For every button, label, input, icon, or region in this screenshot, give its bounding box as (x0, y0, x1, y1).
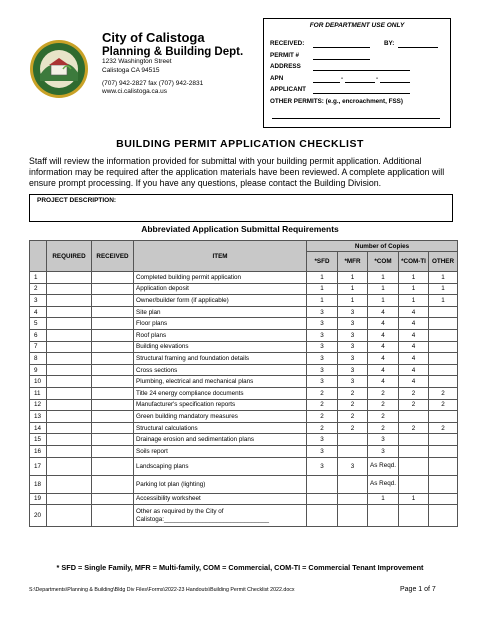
table-row (30, 376, 458, 388)
project-description-label: PROJECT DESCRIPTION: (37, 197, 117, 204)
other-cell (429, 493, 458, 505)
other-cell: 2 (429, 422, 458, 434)
table-row (30, 341, 458, 353)
num-header (30, 241, 47, 272)
table-row (30, 387, 458, 399)
required-cell[interactable] (47, 475, 92, 493)
comti-cell: 2 (399, 387, 429, 399)
row-number: 10 (30, 376, 47, 388)
item-cell: Structural framing and foundation details (134, 353, 307, 365)
mfr-cell (338, 505, 368, 527)
item-cell: Building elevations (134, 341, 307, 353)
sfd-cell: 3 (307, 445, 338, 457)
apn-field-3[interactable] (380, 82, 410, 83)
sfd-cell: 3 (307, 306, 338, 318)
item-cell: Completed building permit application (134, 272, 307, 284)
mfr-cell: 1 (338, 283, 368, 295)
header-row-1 (30, 241, 458, 252)
row-number: 12 (30, 399, 47, 411)
comti-cell (399, 434, 429, 446)
file-path: S:\Departments\Planning & Building\Bldg Div Files\Forms\2022-23 Handouts\Building Permit Checklist 2022.docx (29, 587, 295, 593)
received-cell[interactable] (92, 306, 134, 318)
comti-cell: 1 (399, 295, 429, 307)
item-cell: Structural calculations (134, 422, 307, 434)
row-number: 18 (30, 475, 47, 493)
other-cell (429, 306, 458, 318)
other-cell: 2 (429, 399, 458, 411)
permit-field[interactable] (313, 59, 370, 60)
address-field[interactable] (313, 70, 410, 71)
received-cell[interactable] (92, 376, 134, 388)
com-cell: 2 (368, 387, 399, 399)
com-cell: 1 (368, 493, 399, 505)
row-number: 13 (30, 411, 47, 423)
required-cell[interactable] (47, 283, 92, 295)
received-cell[interactable] (92, 295, 134, 307)
other-cell (429, 445, 458, 457)
comti-cell: 4 (399, 341, 429, 353)
com-cell: 4 (368, 376, 399, 388)
sfd-cell (307, 475, 338, 493)
sfd-cell (307, 505, 338, 527)
mfr-cell: 2 (338, 399, 368, 411)
required-cell[interactable] (47, 399, 92, 411)
other-cell (429, 364, 458, 376)
mfr-cell: 1 (338, 272, 368, 284)
received-cell[interactable] (92, 272, 134, 284)
mfr-cell (338, 434, 368, 446)
other-cell: 1 (429, 272, 458, 284)
other-cell (429, 505, 458, 527)
com-cell: As Reqd. (368, 475, 399, 493)
sfd-cell: 3 (307, 457, 338, 475)
mfr-cell: 3 (338, 364, 368, 376)
sfd-cell: 2 (307, 399, 338, 411)
required-cell[interactable] (47, 353, 92, 365)
other-permits-field[interactable] (272, 118, 440, 119)
comti-cell: 4 (399, 376, 429, 388)
item-header: ITEM (134, 241, 307, 272)
comti-cell (399, 411, 429, 423)
page-number: Page 1 of 7 (400, 586, 436, 593)
table-row (30, 411, 458, 423)
abbreviation-footnote: * SFD = Single Family, MFR = Multi-family, COM = Commercial, COM-TI = Commercial Tenant Improvement (56, 563, 424, 572)
by-field[interactable] (398, 47, 438, 48)
comti-header: *COM-TI (399, 252, 429, 272)
row-number: 1 (30, 272, 47, 284)
table-row (30, 505, 458, 527)
sfd-cell: 2 (307, 422, 338, 434)
item-cell: Other as required by the City of Calistoga:______________________________ (134, 505, 307, 527)
by-label: BY: (384, 40, 395, 47)
received-cell[interactable] (92, 411, 134, 423)
other-permits-label: OTHER PERMITS: (e.g., encroachment, FSS) (270, 98, 403, 105)
department-use-box (263, 18, 451, 128)
item-cell: Parking lot plan (lighting) (134, 475, 307, 493)
com-cell: 2 (368, 411, 399, 423)
comti-cell (399, 445, 429, 457)
mfr-cell: 3 (338, 457, 368, 475)
required-cell[interactable] (47, 493, 92, 505)
received-cell[interactable] (92, 422, 134, 434)
address-line1: 1232 Washington Street (102, 58, 172, 65)
comti-cell: 4 (399, 306, 429, 318)
other-cell (429, 341, 458, 353)
other-cell (429, 376, 458, 388)
required-cell[interactable] (47, 457, 92, 475)
item-cell: Green building mandatory measures (134, 411, 307, 423)
mfr-cell: 2 (338, 387, 368, 399)
department-use-title: FOR DEPARTMENT USE ONLY (309, 22, 405, 29)
com-cell: 4 (368, 306, 399, 318)
row-number: 2 (30, 283, 47, 295)
received-cell[interactable] (92, 505, 134, 527)
document-title: BUILDING PERMIT APPLICATION CHECKLIST (116, 138, 364, 150)
mfr-cell: 3 (338, 306, 368, 318)
comti-cell: 4 (399, 329, 429, 341)
apn-field-1[interactable] (313, 82, 340, 83)
comti-cell: 4 (399, 353, 429, 365)
com-cell: 3 (368, 445, 399, 457)
required-cell[interactable] (47, 376, 92, 388)
required-cell[interactable] (47, 445, 92, 457)
phone-fax: (707) 942-2827 fax (707) 942-2831 (102, 80, 204, 87)
sfd-cell (307, 493, 338, 505)
row-number: 16 (30, 445, 47, 457)
other-cell (429, 475, 458, 493)
table-row (30, 364, 458, 376)
received-cell[interactable] (92, 399, 134, 411)
com-header: *COM (368, 252, 399, 272)
item-cell: Soils report (134, 445, 307, 457)
mfr-cell: 3 (338, 341, 368, 353)
website-link[interactable]: www.ci.calistoga.ca.us (102, 88, 168, 95)
sfd-cell: 3 (307, 318, 338, 330)
com-cell: 4 (368, 318, 399, 330)
other-header: OTHER (429, 252, 458, 272)
table-row (30, 434, 458, 446)
table-row (30, 475, 458, 493)
required-cell[interactable] (47, 422, 92, 434)
sfd-cell: 3 (307, 341, 338, 353)
com-cell (368, 505, 399, 527)
item-cell: Title 24 energy compliance documents (134, 387, 307, 399)
item-cell: Owner/builder form (if applicable) (134, 295, 307, 307)
received-cell[interactable] (92, 387, 134, 399)
comti-cell: 2 (399, 422, 429, 434)
sfd-cell: 1 (307, 295, 338, 307)
mfr-cell: 1 (338, 295, 368, 307)
comti-cell: 1 (399, 283, 429, 295)
address-line2: Calistoga CA 94515 (102, 66, 160, 74)
com-cell: 2 (368, 422, 399, 434)
sfd-cell: 3 (307, 364, 338, 376)
table-row (30, 399, 458, 411)
other-cell (429, 411, 458, 423)
comti-cell: 4 (399, 318, 429, 330)
comti-cell: 4 (399, 364, 429, 376)
received-cell[interactable] (92, 283, 134, 295)
table-row (30, 306, 458, 318)
table-row (30, 283, 458, 295)
item-cell: Drainage erosion and sedimentation plans (134, 434, 307, 446)
table-row (30, 295, 458, 307)
item-cell: Plumbing, electrical and mechanical plans (134, 376, 307, 388)
item-cell: Floor plans (134, 318, 307, 330)
required-cell[interactable] (47, 329, 92, 341)
item-cell: Manufacturer's specification reports (134, 399, 307, 411)
row-number: 7 (30, 341, 47, 353)
row-number: 17 (30, 457, 47, 475)
other-cell (429, 353, 458, 365)
received-cell[interactable] (92, 493, 134, 505)
org-name: City of Calistoga (102, 30, 205, 45)
permit-label: PERMIT # (270, 52, 300, 59)
mfr-cell (338, 475, 368, 493)
required-cell[interactable] (47, 505, 92, 527)
required-cell[interactable] (47, 411, 92, 423)
received-cell[interactable] (92, 475, 134, 493)
comti-cell (399, 457, 429, 475)
received-cell[interactable] (92, 318, 134, 330)
sfd-cell: 1 (307, 283, 338, 295)
required-cell[interactable] (47, 387, 92, 399)
table-row (30, 445, 458, 457)
mfr-cell: 2 (338, 411, 368, 423)
other-cell (429, 329, 458, 341)
mfr-cell (338, 493, 368, 505)
required-cell[interactable] (47, 295, 92, 307)
intro-paragraph: Staff will review the information provided for submittal with your building permit application. Additional information may be required after the application materials have been reviewed. A complete application will ensure prompt processing. If you have any questions, please contact the Building Division. (29, 156, 445, 188)
table-row (30, 329, 458, 341)
received-label: RECEIVED: (270, 40, 305, 47)
table-title: Abbreviated Application Submittal Requirements (141, 224, 339, 234)
sfd-cell: 1 (307, 272, 338, 284)
row-number: 3 (30, 295, 47, 307)
table-row (30, 272, 458, 284)
required-cell[interactable] (47, 364, 92, 376)
row-number: 9 (30, 364, 47, 376)
item-cell: Roof plans (134, 329, 307, 341)
received-cell[interactable] (92, 457, 134, 475)
comti-cell: 2 (399, 399, 429, 411)
sfd-cell: 2 (307, 387, 338, 399)
table-row (30, 353, 458, 365)
requirements-body (30, 272, 458, 527)
apn-sep-1: - (341, 75, 344, 82)
other-cell: 1 (429, 283, 458, 295)
sfd-cell: 3 (307, 376, 338, 388)
com-cell: 3 (368, 434, 399, 446)
comti-cell (399, 505, 429, 527)
mfr-cell: 2 (338, 422, 368, 434)
row-number: 20 (30, 505, 47, 527)
required-cell[interactable] (47, 306, 92, 318)
com-cell: 4 (368, 329, 399, 341)
item-cell: Site plan (134, 306, 307, 318)
com-cell: 4 (368, 341, 399, 353)
comti-cell: 1 (399, 272, 429, 284)
item-cell: Application deposit (134, 283, 307, 295)
received-cell[interactable] (92, 445, 134, 457)
sfd-cell: 3 (307, 434, 338, 446)
sfd-cell: 3 (307, 329, 338, 341)
row-number: 15 (30, 434, 47, 446)
applicant-label: APPLICANT (270, 86, 307, 93)
comti-cell: 1 (399, 493, 429, 505)
received-header: RECEIVED (92, 241, 134, 272)
row-number: 11 (30, 387, 47, 399)
other-cell (429, 457, 458, 475)
copies-header: Number of Copies (307, 241, 458, 252)
com-cell: 1 (368, 295, 399, 307)
comti-cell (399, 475, 429, 493)
dept-name: Planning & Building Dept. (102, 46, 244, 58)
city-seal-logo (29, 39, 89, 99)
received-cell[interactable] (92, 364, 134, 376)
row-number: 8 (30, 353, 47, 365)
received-cell[interactable] (92, 434, 134, 446)
com-cell: 4 (368, 353, 399, 365)
applicant-field[interactable] (313, 93, 410, 94)
other-cell: 1 (429, 295, 458, 307)
item-cell: Accessibility worksheet (134, 493, 307, 505)
required-cell[interactable] (47, 272, 92, 284)
row-number: 5 (30, 318, 47, 330)
table-row (30, 422, 458, 434)
apn-sep-2: - (376, 75, 379, 82)
sfd-header: *SFD (307, 252, 338, 272)
mfr-header: *MFR (338, 252, 368, 272)
required-cell[interactable] (47, 434, 92, 446)
received-cell[interactable] (92, 353, 134, 365)
com-cell: 1 (368, 283, 399, 295)
sfd-cell: 2 (307, 411, 338, 423)
apn-field-2[interactable] (345, 82, 375, 83)
required-cell[interactable] (47, 341, 92, 353)
row-number: 19 (30, 493, 47, 505)
apn-label: APN (270, 75, 284, 82)
other-cell (429, 434, 458, 446)
row-number: 14 (30, 422, 47, 434)
received-cell[interactable] (92, 329, 134, 341)
other-cell: 2 (429, 387, 458, 399)
item-cell: Landscaping plans (134, 457, 307, 475)
received-cell[interactable] (92, 341, 134, 353)
com-cell: 1 (368, 272, 399, 284)
sfd-cell: 3 (307, 353, 338, 365)
other-cell (429, 318, 458, 330)
required-cell[interactable] (47, 318, 92, 330)
table-row (30, 493, 458, 505)
com-cell: As Reqd. (368, 457, 399, 475)
mfr-cell: 3 (338, 329, 368, 341)
mfr-cell (338, 445, 368, 457)
com-cell: 2 (368, 399, 399, 411)
table-row (30, 457, 458, 475)
com-cell: 4 (368, 364, 399, 376)
received-field[interactable] (313, 47, 370, 48)
table-row (30, 318, 458, 330)
mfr-cell: 3 (338, 376, 368, 388)
address (102, 58, 172, 75)
mfr-cell: 3 (338, 318, 368, 330)
required-header: REQUIRED (47, 241, 92, 272)
address-label: ADDRESS (270, 63, 301, 70)
item-cell: Cross sections (134, 364, 307, 376)
row-number: 4 (30, 306, 47, 318)
requirements-table (29, 240, 458, 527)
mfr-cell: 3 (338, 353, 368, 365)
row-number: 6 (30, 329, 47, 341)
